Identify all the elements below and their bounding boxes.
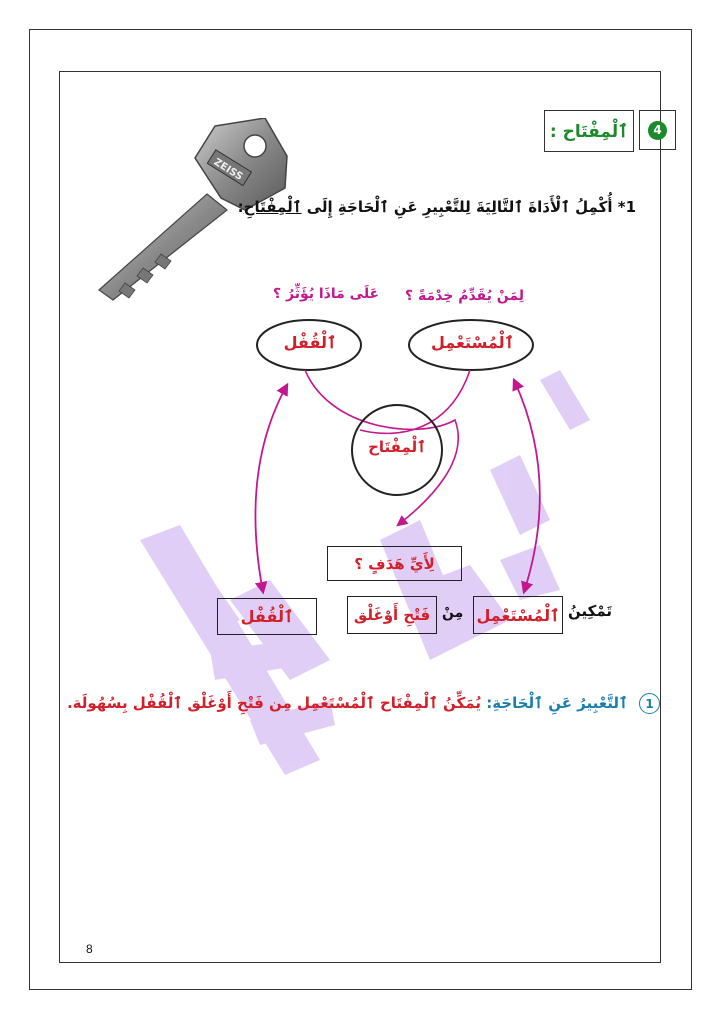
key-engraving: ZEISS	[211, 156, 245, 183]
answer-label: ٱلتَّعْبِيرُ عَنِ ٱلْحَاجَةِ:	[486, 694, 628, 712]
instruction-number: 1	[625, 198, 636, 216]
instruction-colon: :	[237, 198, 244, 216]
answer-line	[67, 693, 660, 714]
section-number: 4	[648, 121, 667, 140]
answer-number: 1	[639, 693, 660, 714]
connector-curve-right	[360, 370, 470, 433]
instruction-text: أُكْمِلُ ٱلْأَدَاةَ ٱلتَّالِيَةَ لِلتَّعْبِيرِ عَنِ ٱلْحَاجَةِ إِلَى	[306, 198, 613, 216]
box-action-label: فَتْحِ أَوْغَلْق	[353, 606, 431, 624]
question-right: لِمَنْ يُقَدِّمُ خِدْمَةً ؟	[405, 288, 524, 304]
ellipse-user-label: ٱلْمُسْتَعْمِل	[431, 333, 514, 352]
page-number: 8	[86, 942, 93, 956]
arrow-right	[514, 380, 540, 592]
question-left: عَلَى مَاذَا يُؤَثِّرُ ؟	[273, 286, 380, 302]
box-action	[347, 596, 437, 634]
word-enable: تَمْكِينُ	[568, 602, 613, 620]
purpose-box	[327, 546, 462, 581]
instruction-star: *	[617, 198, 626, 216]
box-user	[473, 596, 563, 634]
box-user-label: ٱلْمُسْتَعْمِل	[476, 605, 560, 625]
answer-text: يُمَكِّنُ ٱلْمِفْتَاح ٱلْمُسْتَعْمِل مِن فَتْحِ أَوْغَلْق ٱلْقُفْل بِسُهُولَة.	[66, 694, 481, 712]
box-lock-label: ٱلْقُفْل	[240, 607, 294, 626]
center-key-label: ٱلْمِفْتَاح	[368, 438, 426, 456]
ellipse-lock-label: ٱلْقُفْل	[283, 333, 337, 352]
box-lock	[217, 598, 317, 635]
word-from: مِنْ	[442, 605, 464, 621]
instruction-underlined: ٱلْمِفْتَاحِ	[243, 198, 302, 216]
section-title: ٱلْمِفْتَاح :	[544, 110, 634, 152]
purpose-box-label: لِأَيِّ هَدَفٍ ؟	[354, 554, 435, 573]
arrow-left	[255, 385, 287, 592]
